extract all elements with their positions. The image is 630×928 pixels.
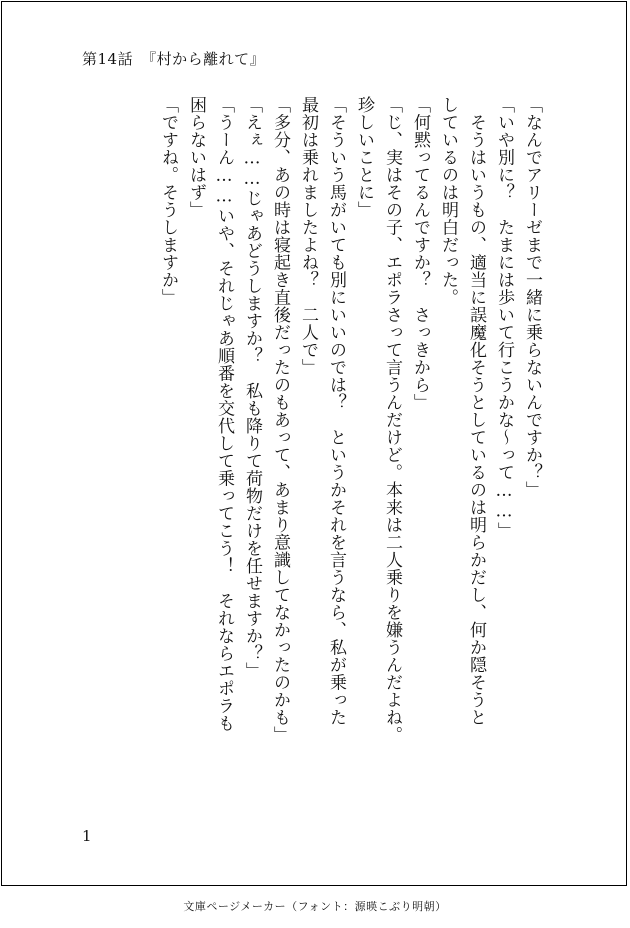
text-line: 珍しいことに」 [354, 96, 374, 219]
text-line: 「多分、あの時は寝起き直後だったのもあって、あまり意識してなかったのかも」 [270, 96, 290, 744]
text-line: 困らないはず」 [186, 96, 206, 219]
text-line: 最初は乗れましたよね？ 二人で」 [298, 96, 318, 376]
text-line: 「ですね。そうしますか」 [158, 96, 178, 306]
text-line: 「いや別に？ たまには歩いて行こうかな～って……」 [494, 96, 514, 540]
chapter-title: 第14話 『村から離れて』 [82, 50, 266, 68]
text-line: 「何黙ってるんですか？ さっきから」 [410, 96, 430, 411]
text-line: 「なんでアリーゼまで一緒に乗らないんですか？」 [522, 96, 542, 499]
page-frame [1, 1, 627, 886]
text-line: 「じ、実はその子、エポラさって言うんだけど。本来は二人乗りを嫌うんだよね。 [382, 96, 402, 744]
text-line: しているのは明白だった。 [438, 96, 458, 306]
text-line: 「えぇ……じゃあどうしますか？ 私も降りて荷物だけを任せますか？」 [242, 96, 262, 680]
page-number: 1 [82, 827, 92, 845]
text-line: 「うーん……いや、それじゃあ順番を交代して乗ってこう！ それならエポラも [214, 96, 234, 732]
text-line: そうはいうもの、適当に誤魔化そうとしているのは明らかだし、何か隠そうと [466, 96, 486, 726]
footer-caption: 文庫ページメーカー（フォント：源暎こぶり明朝） [183, 900, 447, 913]
novel-body-text [154, 96, 546, 816]
text-line: 「そういう馬がいても別にいいのでは？ というかそれを言うなら、私が乗った [326, 96, 346, 726]
